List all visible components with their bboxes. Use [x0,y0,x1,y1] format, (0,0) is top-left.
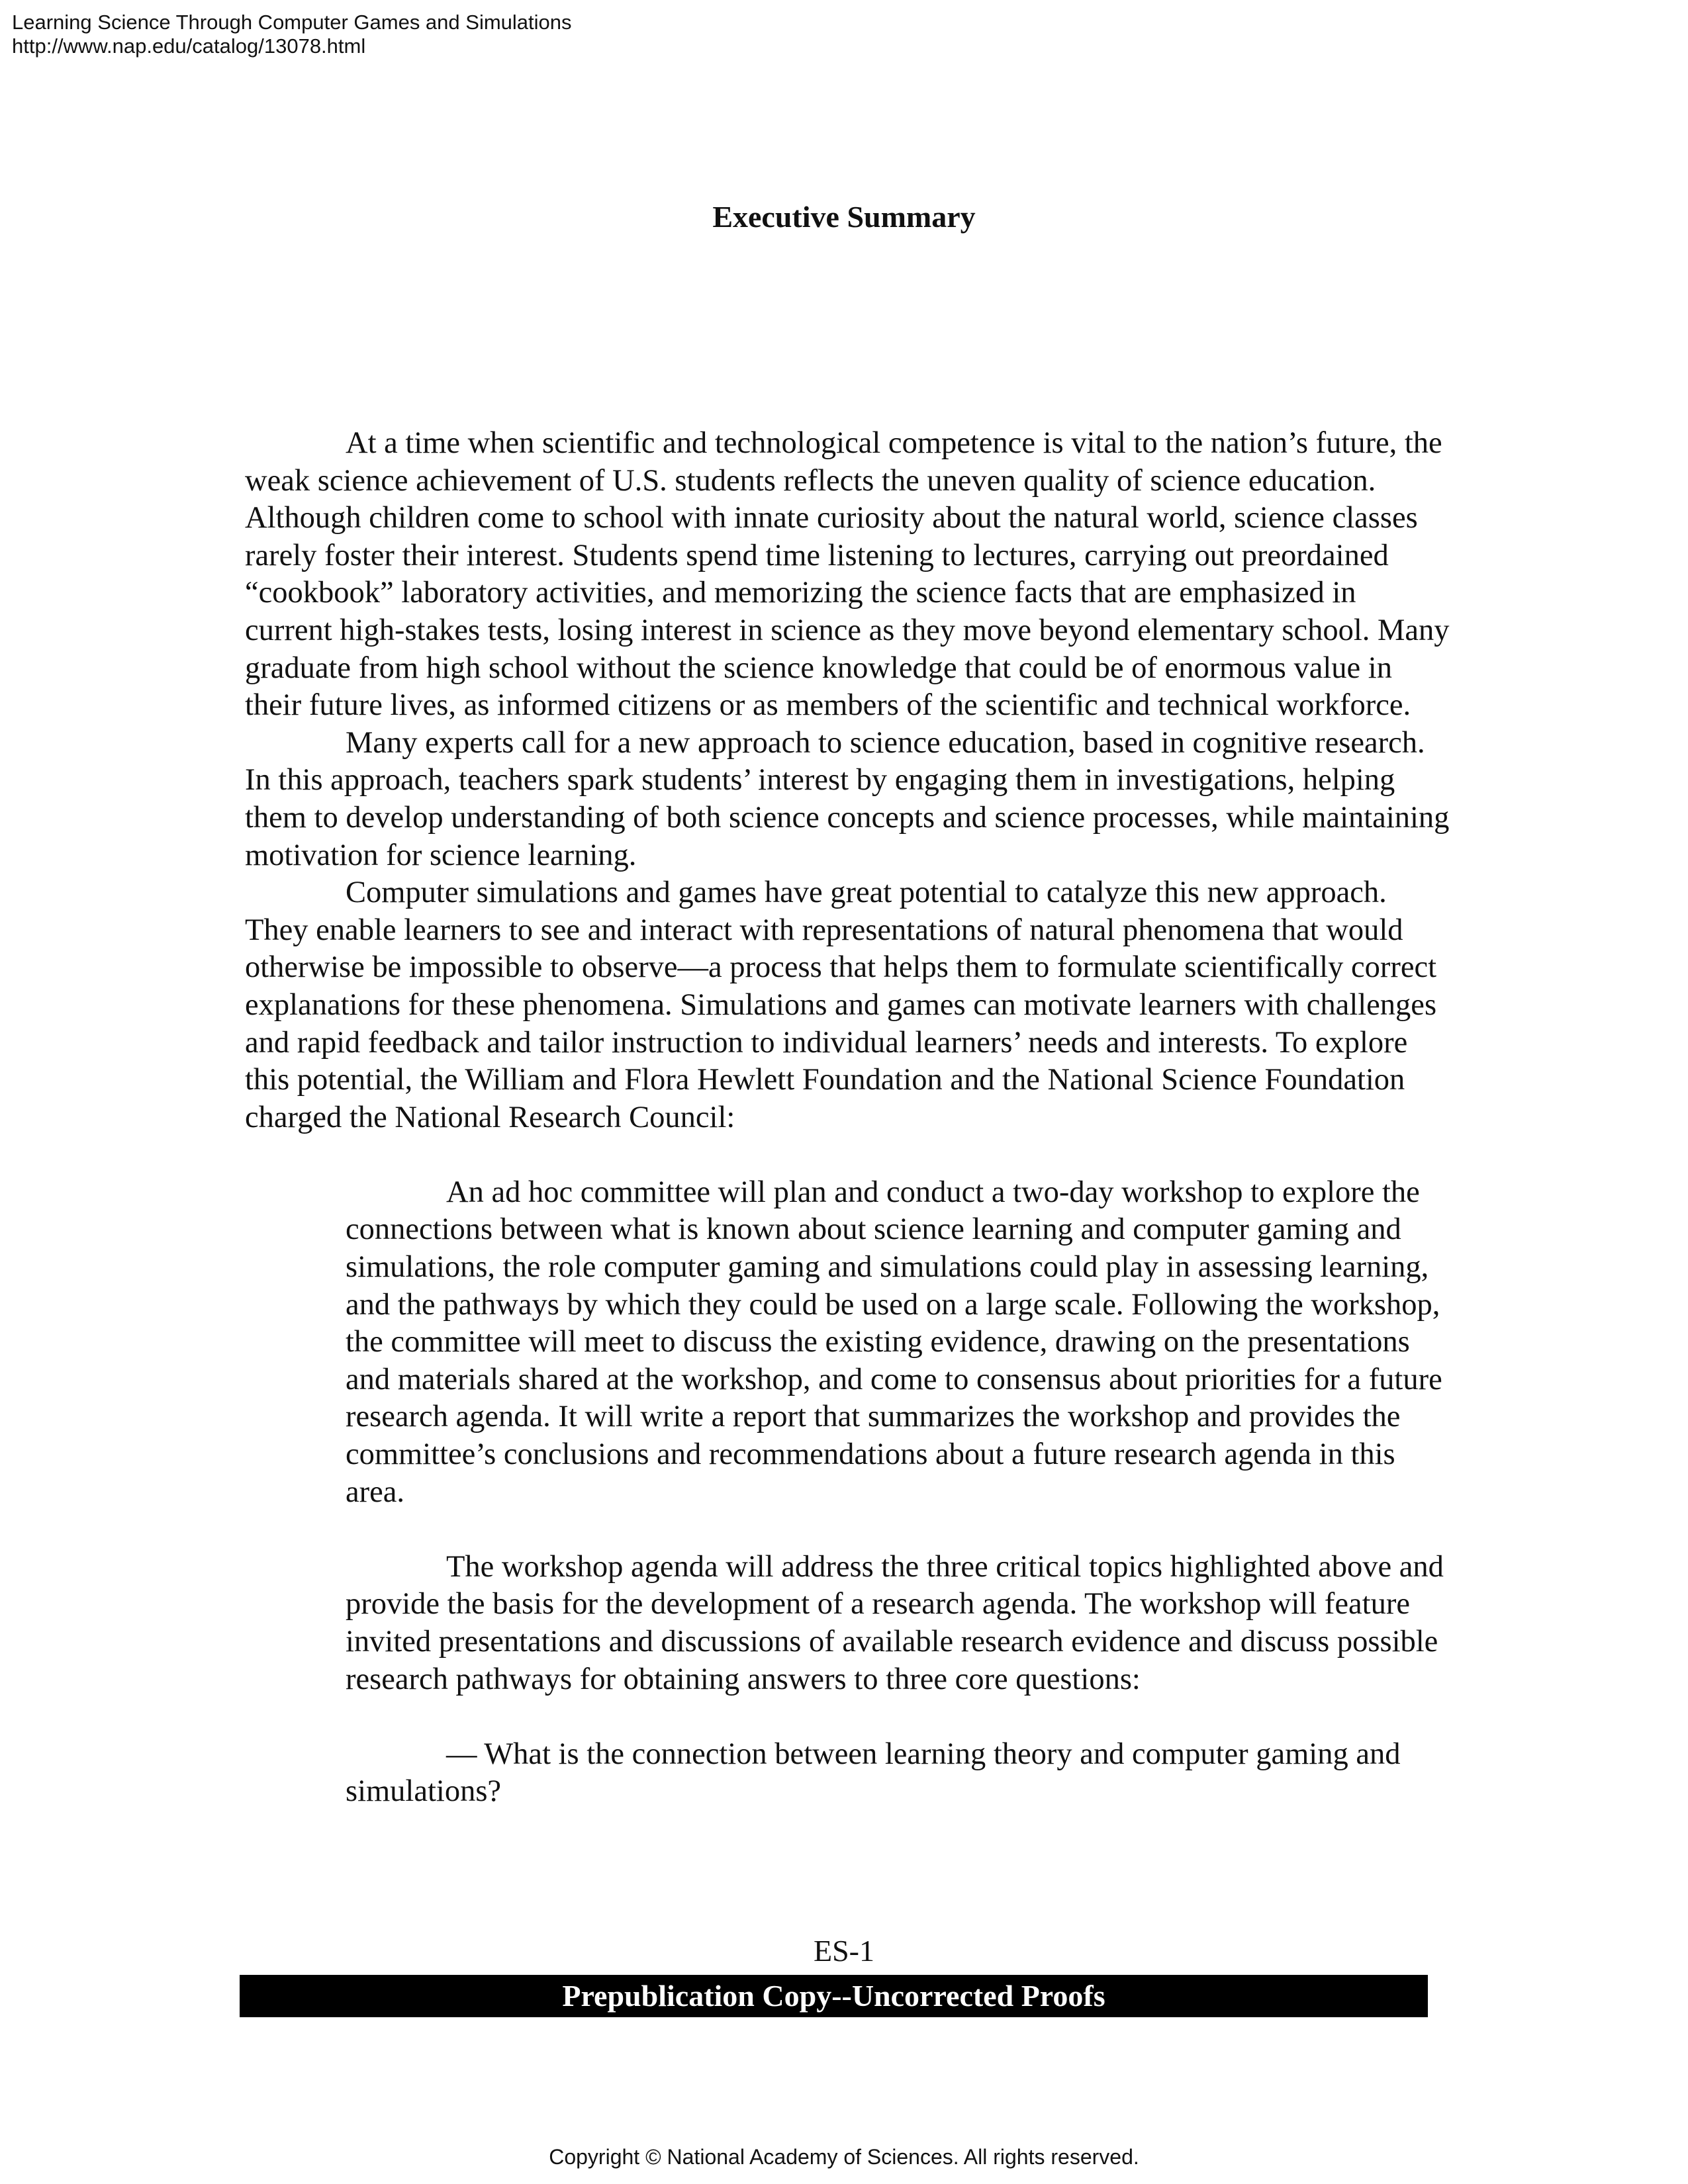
charge-question-1: — What is the connection between learning theory and computer gaming and simulations? [346,1737,1401,1809]
book-title: Learning Science Through Computer Games and Simulations [12,11,572,34]
charge-paragraph-1: An ad hoc committee will plan and conduct a two-day workshop to explore the connections between what is known about science learning and computer gaming and simulations, the role computer gaming and simulations could play in assessing learning, and the pathways by which they could be used on a large scale. Following the workshop, the committee will meet to discuss the existing evidence, drawing on the presentations and materials shared at the workshop, and come to consensus about priorities for a future research agenda. It will write a report that summarizes the workshop and provides the committee’s conclusions and recommendations about a future research agenda in this area. [346,1175,1442,1509]
prepublication-banner: Prepublication Copy--Uncorrected Proofs [240,1975,1428,2017]
page-title: Executive Summary [712,200,976,234]
page-number: ES-1 [814,1934,874,1968]
paragraph-3: Computer simulations and games have great potential to catalyze this new approach. They enable learners to see and interact with representations of natural phenomena that would otherwise be impossible to observe—a process that helps them to formulate scientifically correct explanations for these phenomena. Simulations and games can motivate learners with challenges and rapid feedback and tailor instruction to individual learners’ needs and interests. To explore this potential, the William and Flora Hewlett Foundation and the National Science Foundation charged the National Research Council: [245,876,1437,1134]
paragraph-2: Many experts call for a new approach to science education, based in cognitive research. In this approach, teachers spark students’ interest by engaging them in investigations, helping them to develop understanding of both science concepts and science processes, while maintaining motivation for science learning. [245,725,1450,872]
paragraph-1: At a time when scientific and technological competence is vital to the nation’s future, the weak science achievement of U.S. students reflects the uneven quality of science education. Although children come to school with innate curiosity about the natural world, science classes rarely foster their interest. Students spend time listening to lectures, carrying out preordained “cookbook” laboratory activities, and memorizing the science facts that are emphasized in current high-stakes tests, losing interest in science as they move beyond elementary school. Many graduate from high school without the science knowledge that could be of enormous value in their future lives, as informed citizens or as members of the scientific and technical workforce. [245,426,1450,723]
catalog-link[interactable]: http://www.nap.edu/catalog/13078.html [12,34,366,58]
running-head [12,11,572,58]
charge-paragraph-2: The workshop agenda will address the three critical topics highlighted above and provide the basis for the development of a research agenda. The workshop will feature invited presentations and discussions of available research evidence and discuss possible research pathways for obtaining answers to three core questions: [346,1549,1444,1696]
body-text [245,425,1450,1811]
copyright-notice: Copyright © National Academy of Sciences. All rights reserved. [549,2145,1139,2169]
committee-charge [346,1174,1450,1811]
